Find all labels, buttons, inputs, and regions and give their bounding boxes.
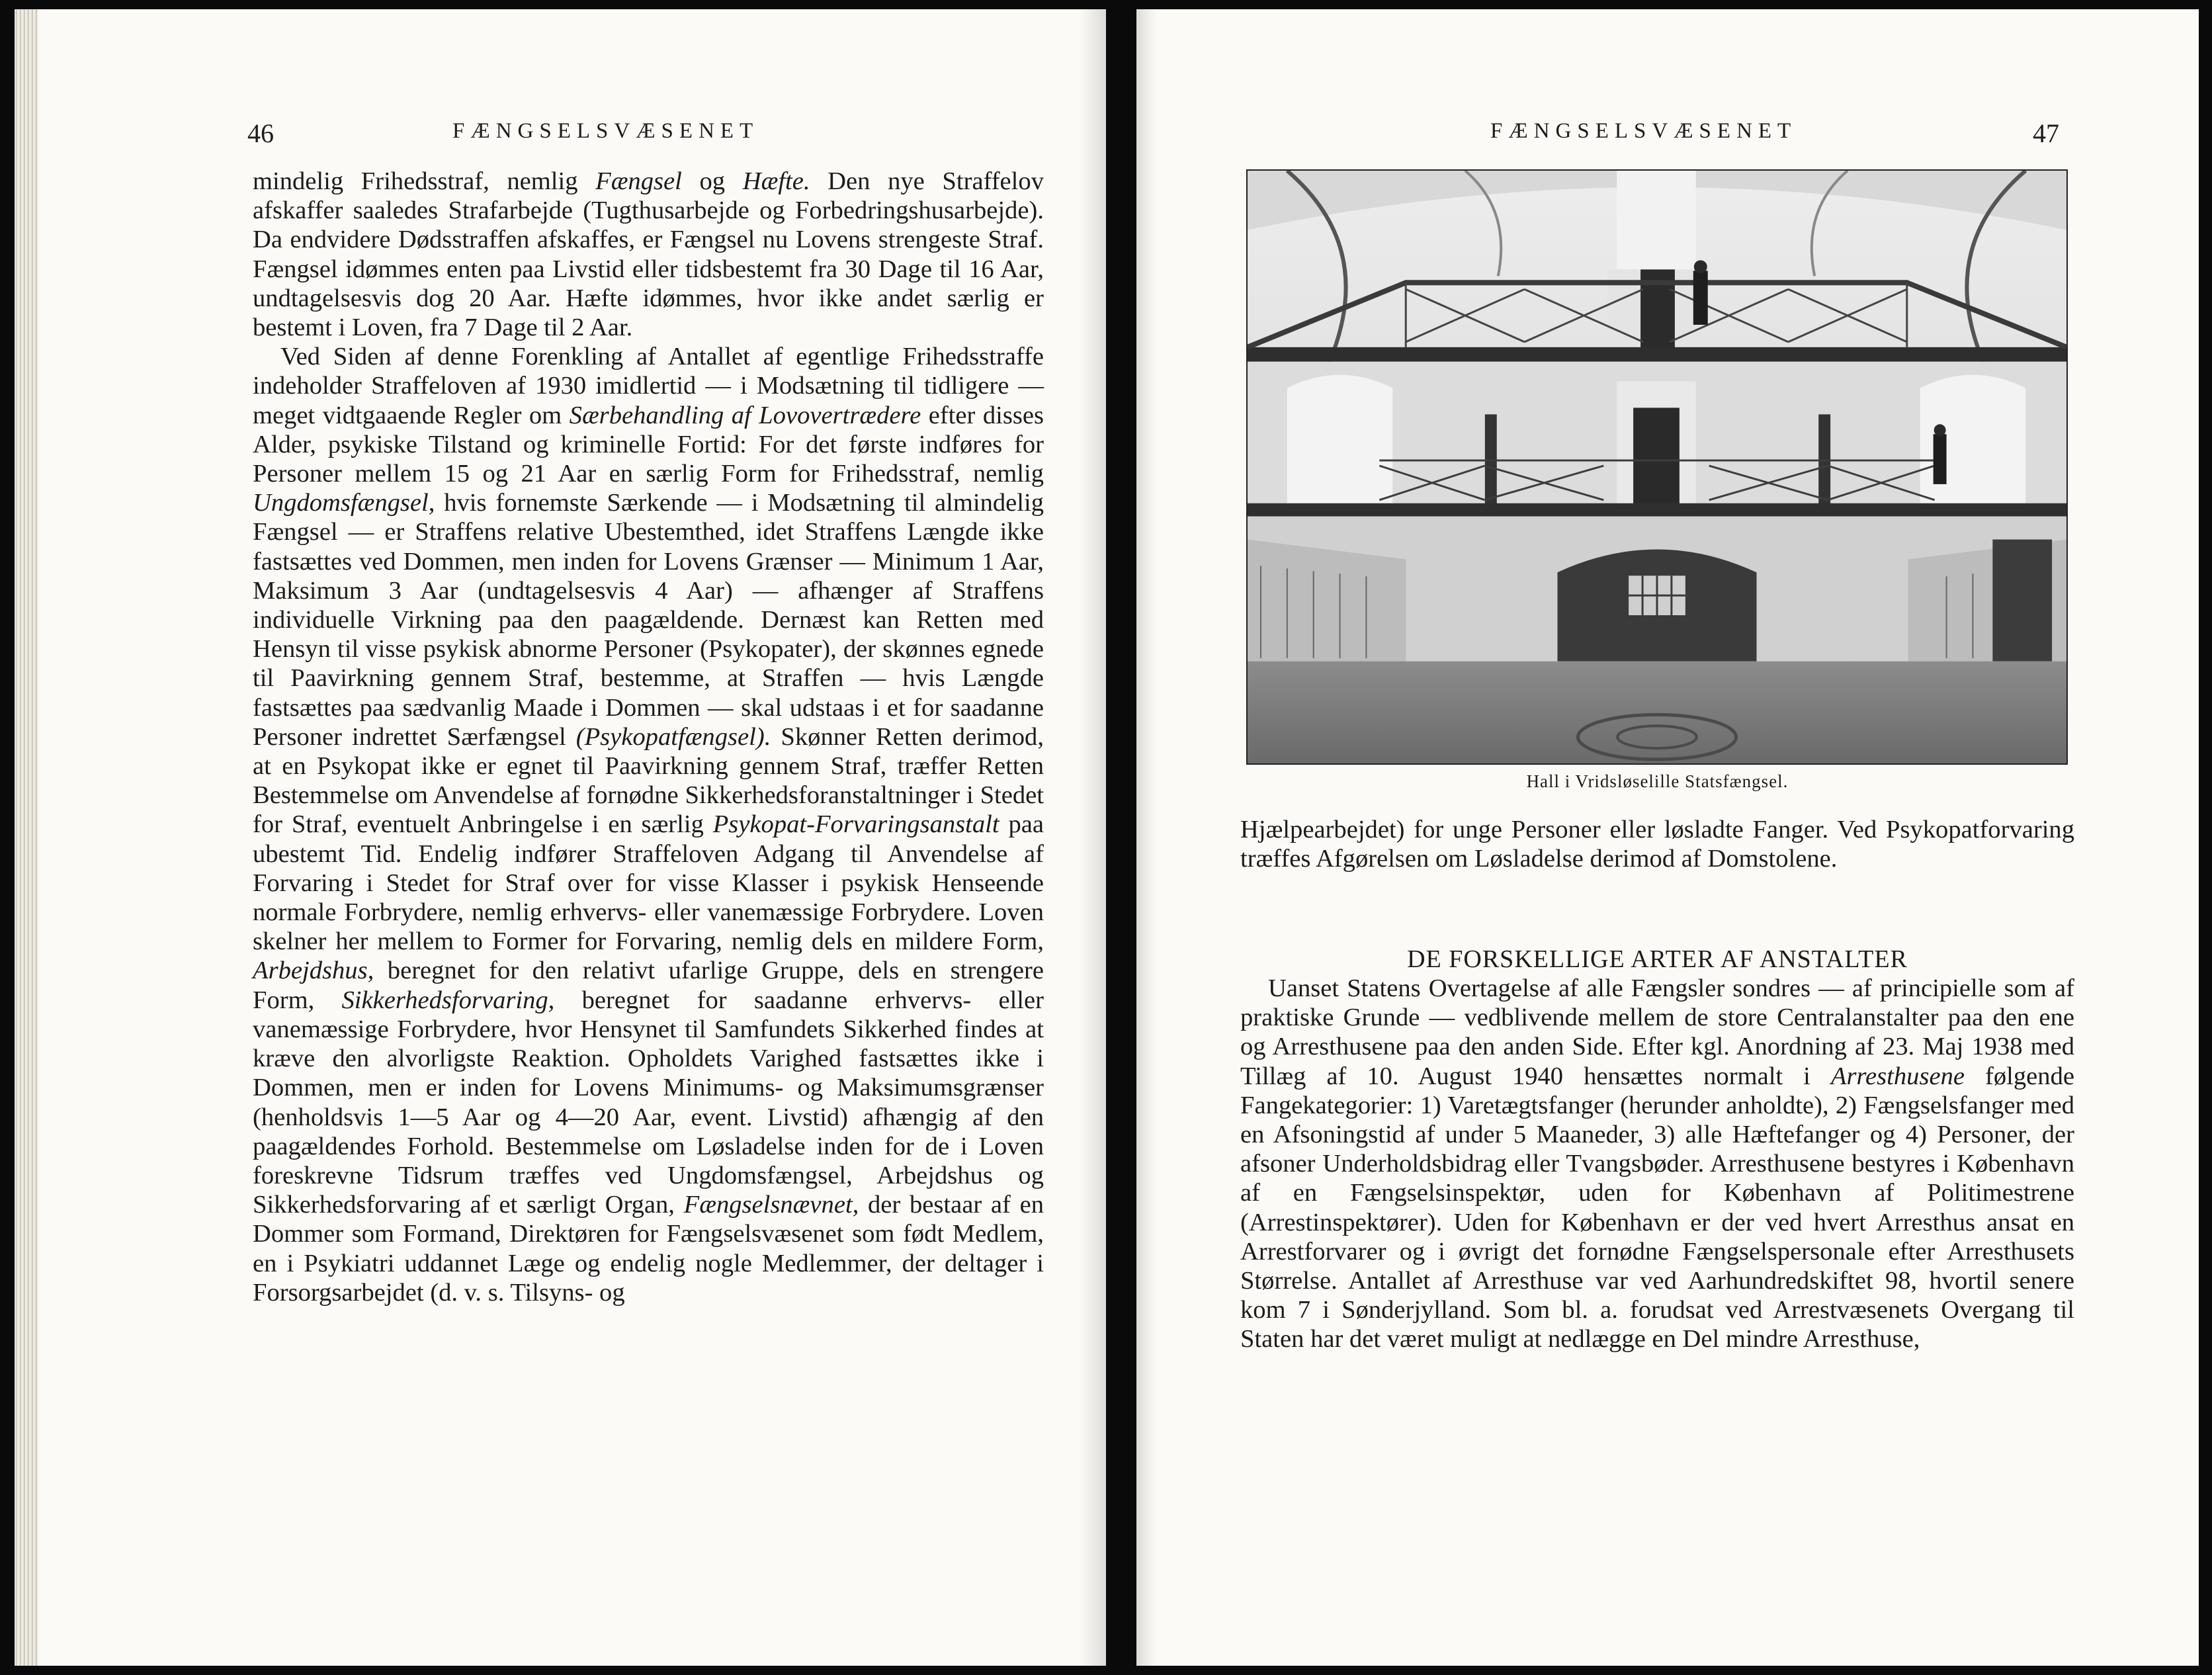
text-run: Den nye Straffelov afskaffer saaledes Strafarbejde (Tugthusarbejde og Forbedringshusarbejde). Da endvidere Dødsstraffen afskaffes, er Fængsel nu Lovens strengeste Straf. Fængsel idømmes enten paa Livstid eller tidsbestemt fra 30 Dage til 16 Aar, undtagelsesvis dog 20 Aar. Hæfte idømmes, hvor ikke andet særlig er bestemt i Loven, fra 7 Dage til 2 Aar. bbox=[253, 167, 1044, 342]
page-number: 46 bbox=[247, 118, 274, 148]
italic-run: Fængsel bbox=[595, 167, 682, 195]
text-run: der bestaar af en Dommer som Formand, Direktøren for Fængselsvæsenet som født Medlem, en i Psykiatri uddannet Læge og endelig nogle Medlemmer, der deltager i Forsorgsarbejdet (d. v. s. Tilsyns- og bbox=[253, 1191, 1044, 1307]
text-run: og bbox=[681, 167, 743, 195]
left-page bbox=[15, 9, 1106, 1666]
body-text bbox=[253, 167, 1044, 1307]
paragraph bbox=[1240, 974, 2074, 1354]
italic-run: Psykopat-Forvaringsanstalt bbox=[712, 810, 1000, 839]
text-run: efter disses Alder, psykiske Tilstand og kriminelle Fortid: For det første indføres for Personer mellem 15 og 21 Aar en særlig Form for Frihedsstraf, nemlig bbox=[253, 401, 1044, 488]
page-edge-strip bbox=[15, 9, 38, 1666]
page-number: 47 bbox=[2033, 118, 2059, 148]
italic-run: Fængselsnævnet, bbox=[683, 1191, 859, 1219]
italic-run: Arbejdshus, bbox=[253, 957, 374, 985]
body-text bbox=[1240, 974, 2074, 1354]
text-run: mindelig Frihedsstraf, nemlig bbox=[253, 167, 596, 195]
gutter-shadow bbox=[1080, 9, 1106, 1666]
paragraph bbox=[1240, 815, 2074, 873]
running-head: FÆNGSELSVÆSENET bbox=[452, 119, 759, 143]
italic-run: Hæfte. bbox=[742, 167, 810, 195]
text-run: følgende Fangekategorier: 1) Varetægtsfanger (herunder anholdte), 2) Fængselsfanger med en Afsoningstid af under 5 Maaneder, 3) alle Hæftefanger og 4) Personer, der afsoner Underholdsbidrag eller Tvangsbøder. Arresthusene bestyres i København af en Fængselsinspektør, uden for København af Politimestrene (Arrestinspektører). Uden for København er der ved hvert Arresthus ansat en Arrestforvarer og i øvrigt det fornødne Fængselspersonale efter Arresthusets Størrelse. Antallet af Arresthuse var ved Aarhundredskiftet 98, hvortil senere kom 7 i Sønderjylland. Som bl. a. forudsat ved Arrestvæsenets Overgang til Staten har det været muligt at nedlægge en Del mindre Arresthuse, bbox=[1240, 1062, 2074, 1353]
figure-caption: Hall i Vridsløselille Statsfængsel. bbox=[1526, 771, 1789, 791]
italic-run: Arresthusene bbox=[1830, 1062, 1965, 1090]
text-run: Skønner Retten derimod, at en Psykopat ikke er egnet til Paavirkning gennem Straf, træffer Retten Bestemmelse om Anvendelse af fornødne Sikkerhedsforanstaltninger i Stedet for Straf, eventuelt Anbringelse i en særlig bbox=[253, 722, 1044, 839]
italic-run: Særbehandling af Lovovertrædere bbox=[569, 401, 921, 429]
italic-run: Sikkerhedsforvaring, bbox=[341, 986, 555, 1014]
section-heading: DE FORSKELLIGE ARTER AF ANSTALTER bbox=[1407, 945, 1908, 973]
gutter-shadow bbox=[1136, 9, 1156, 1666]
text-run: paa ubestemt Tid. Endelig indfører Straffeloven Adgang til Anvendelse af Forvaring i Stedet for Straf over for visse Klasser i psykisk Henseende normale Forbrydere, nemlig erhvervs- eller vanemæssige Forbrydere. Loven skelner her mellem to Former for Forvaring, nemlig dels en mildere Form, bbox=[253, 810, 1044, 956]
running-head: FÆNGSELSVÆSENET bbox=[1490, 119, 1797, 143]
text-run: Ved Siden af denne Forenkling af Antallet af egentlige Frihedsstraffe indeholder Straffeloven af 1930 imidlertid — i Modsætning til tidligere — meget vidtgaaende Regler om bbox=[253, 343, 1044, 429]
right-page bbox=[1136, 9, 2199, 1666]
continuation-text bbox=[1240, 815, 2074, 873]
text-run: hvis fornemste Særkende — i Modsætning til almindelig Fængsel — er Straffens relative Ubestemthed, idet Straffens Længde ikke fastsættes ved Dommen, men inden for Lovens Grænser — Minimum 1 Aar, Maksimum 3 Aar (undtagelsesvis 4 Aar) — afhænger af Straffens individuelle Virkning paa den paagældende. Dernæst kan Retten med Hensyn til visse psykisk abnorme Personer (Psykopater), der skønnes egnede til Paavirkning gennem Straf, bestemme, at Straffen — hvis Længde fastsættes paa sædvanlig Maade i Dommen — skal udstaas i et for saadanne Personer indrettet Særfængsel bbox=[253, 489, 1044, 751]
prison-hall-illustration bbox=[1248, 171, 2066, 763]
prison-hall-photo bbox=[1246, 169, 2068, 765]
italic-run: (Psykopatfængsel). bbox=[575, 722, 771, 751]
paragraph bbox=[253, 342, 1044, 1307]
italic-run: Ungdomsfængsel, bbox=[253, 489, 435, 517]
text-run: Hjælpearbejdet) for unge Personer eller løsladte Fanger. Ved Psykopatforvaring træffes Afgørelsen om Løsladelse derimod af Domstolene. bbox=[1240, 816, 2074, 873]
text-run: beregnet for saadanne erhvervs- eller vanemæssige Forbrydere, hvor Hensynet til Samfundets Sikkerhed findes at kræve den alvorligste Reaktion. Opholdets Varighed fastsættes ikke i Dommen, men er inden for Lovens Minimums- og Maksimumsgrænser (henholdsvis 1—5 Aar og 4—20 Aar, event. Livstid) afhængig af den paagældendes Forhold. Bestemmelse om Løsladelse inden for de i Loven foreskrevne Tidsrum træffes ved Ungdomsfængsel, Arbejdshus og Sikkerhedsforvaring af et særligt Organ, bbox=[253, 986, 1044, 1219]
paragraph bbox=[253, 167, 1044, 342]
text-run: Uanset Statens Overtagelse af alle Fængsler sondres — af principielle som af praktiske Grunde — vedblivende mellem de store Centralanstalter paa den ene og Arresthusene paa den anden Side. Efter kgl. Anordning af 23. Maj 1938 med Tillæg af 10. August 1940 hensættes normalt i bbox=[1240, 974, 2074, 1090]
text-run: beregnet for den relativt ufarlige Gruppe, dels en strengere Form, bbox=[253, 957, 1044, 1014]
